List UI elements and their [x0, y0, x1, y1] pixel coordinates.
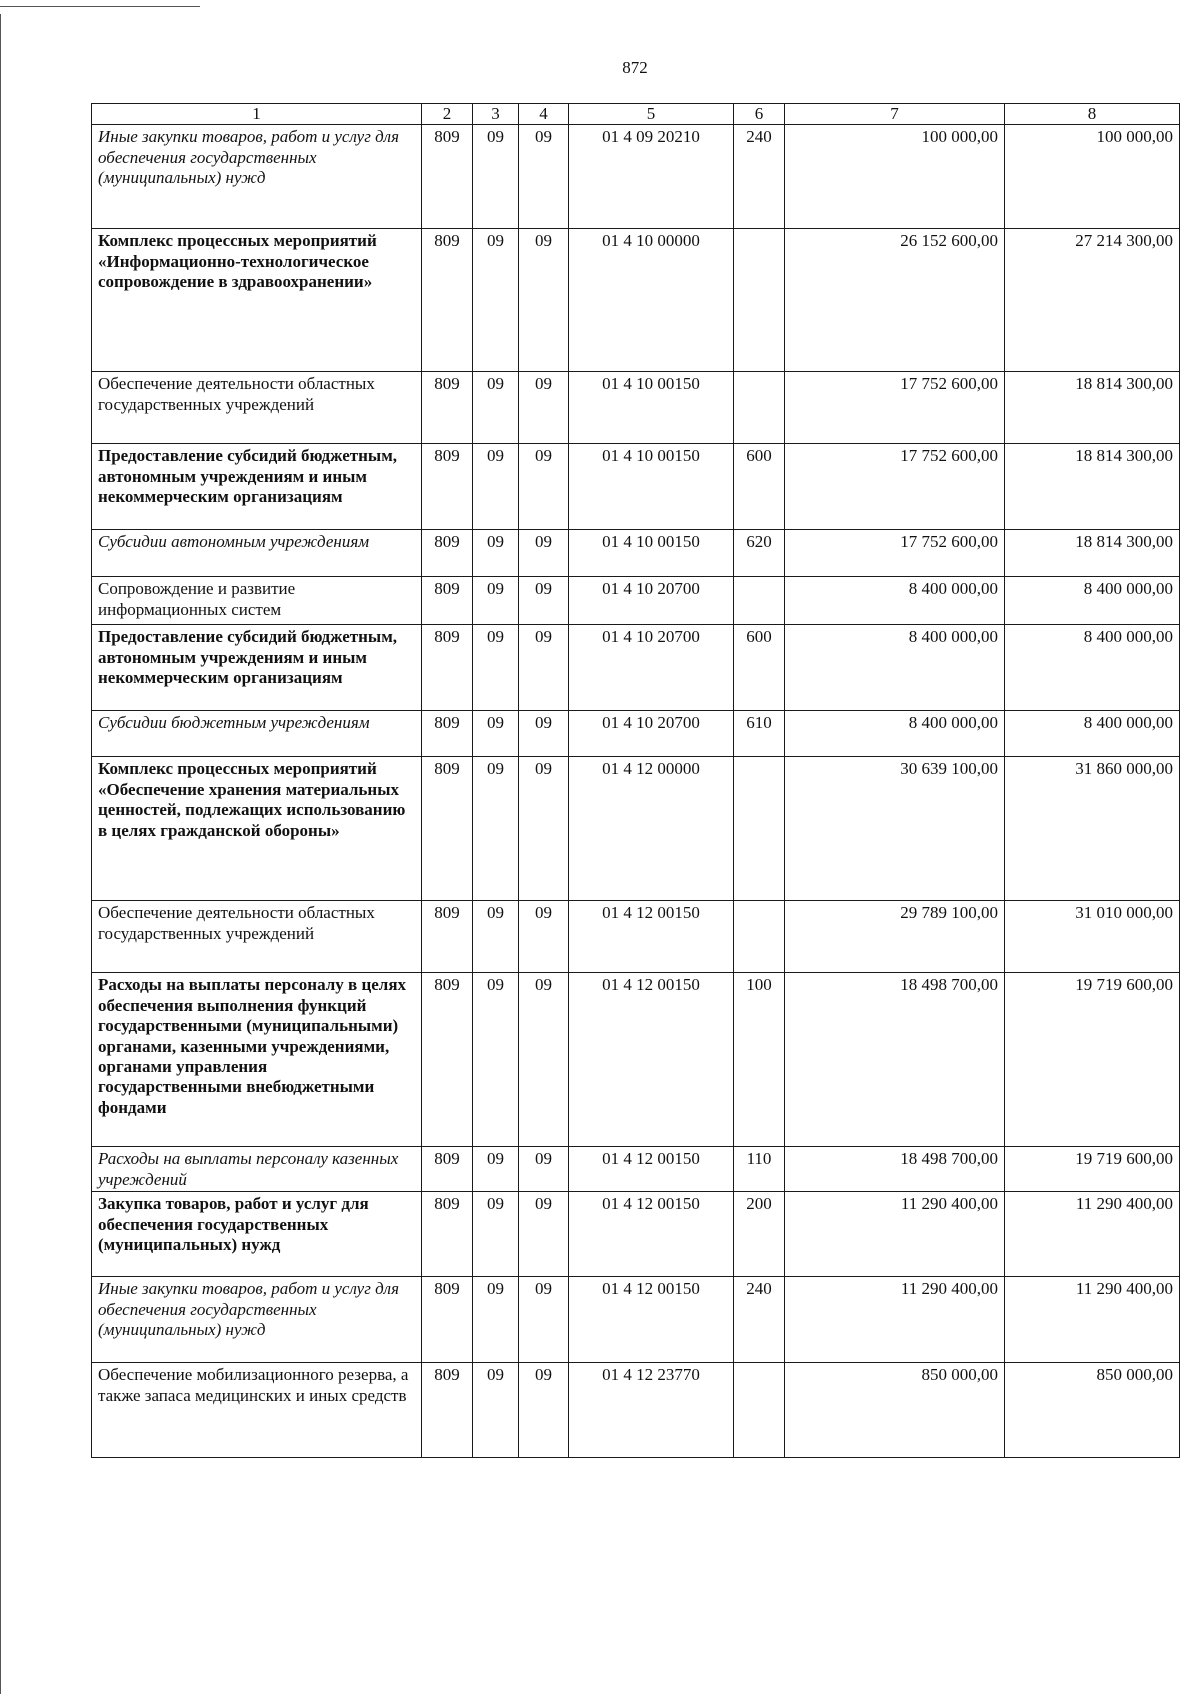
item-name-cell: Предоставление субсидий бюджетным, автономным учреждениям и иным некоммерческим организациям: [92, 625, 422, 711]
expense-type-cell: [734, 372, 785, 444]
item-name-cell: Расходы на выплаты персоналу казенных учреждений: [92, 1147, 422, 1192]
ministry-code-cell: 809: [422, 1277, 473, 1363]
section-code-cell: 09: [473, 444, 519, 530]
item-name-cell: Расходы на выплаты персоналу в целях обеспечения выполнения функций государственными (муниципальными) органами, казенными учреждениями, органами управления государственными внебюджетными фондами: [92, 973, 422, 1147]
target-article-cell: 01 4 12 00150: [569, 1192, 734, 1277]
expense-type-cell: 240: [734, 1277, 785, 1363]
target-article-cell: 01 4 12 00150: [569, 1147, 734, 1192]
item-name-cell: Субсидии автономным учреждениям: [92, 530, 422, 577]
ministry-code-cell: 809: [422, 530, 473, 577]
subsection-code-cell: 09: [519, 577, 569, 625]
item-name-cell: Иные закупки товаров, работ и услуг для обеспечения государственных (муниципальных) нужд: [92, 1277, 422, 1363]
expense-type-cell: [734, 1363, 785, 1458]
table-row: [92, 1277, 1180, 1363]
item-name-cell: Обеспечение деятельности областных государственных учреждений: [92, 901, 422, 973]
amount-year1-cell: 11 290 400,00: [785, 1277, 1005, 1363]
target-article-cell: 01 4 12 00000: [569, 757, 734, 901]
subsection-code-cell: 09: [519, 1363, 569, 1458]
amount-year1-cell: 17 752 600,00: [785, 372, 1005, 444]
expense-type-cell: [734, 757, 785, 901]
item-name-cell: Обеспечение мобилизационного резерва, а также запаса медицинских и иных средств: [92, 1363, 422, 1458]
expense-type-cell: [734, 901, 785, 973]
table-row: [92, 229, 1180, 372]
amount-year2-cell: 850 000,00: [1005, 1363, 1180, 1458]
amount-year2-cell: 31 010 000,00: [1005, 901, 1180, 973]
expense-type-cell: 110: [734, 1147, 785, 1192]
item-name-cell: Субсидии бюджетным учреждениям: [92, 711, 422, 757]
target-article-cell: 01 4 10 00000: [569, 229, 734, 372]
table-row: [92, 625, 1180, 711]
subsection-code-cell: 09: [519, 757, 569, 901]
column-number-header: 3: [473, 104, 519, 125]
expense-type-cell: 600: [734, 625, 785, 711]
amount-year2-cell: 19 719 600,00: [1005, 973, 1180, 1147]
ministry-code-cell: 809: [422, 711, 473, 757]
table-row: [92, 901, 1180, 973]
section-code-cell: 09: [473, 1363, 519, 1458]
subsection-code-cell: 09: [519, 125, 569, 229]
column-number-header: 2: [422, 104, 473, 125]
target-article-cell: 01 4 10 00150: [569, 530, 734, 577]
subsection-code-cell: 09: [519, 901, 569, 973]
expense-type-cell: 200: [734, 1192, 785, 1277]
table-row: [92, 125, 1180, 229]
amount-year2-cell: 19 719 600,00: [1005, 1147, 1180, 1192]
table-row: [92, 973, 1180, 1147]
ministry-code-cell: 809: [422, 1192, 473, 1277]
amount-year2-cell: 27 214 300,00: [1005, 229, 1180, 372]
subsection-code-cell: 09: [519, 625, 569, 711]
expense-type-cell: 240: [734, 125, 785, 229]
amount-year2-cell: 18 814 300,00: [1005, 530, 1180, 577]
column-number-header: 7: [785, 104, 1005, 125]
section-code-cell: 09: [473, 372, 519, 444]
amount-year1-cell: 18 498 700,00: [785, 973, 1005, 1147]
subsection-code-cell: 09: [519, 973, 569, 1147]
amount-year1-cell: 29 789 100,00: [785, 901, 1005, 973]
section-code-cell: 09: [473, 1192, 519, 1277]
table-row: [92, 757, 1180, 901]
item-name-cell: Комплекс процессных мероприятий «Информационно-технологическое сопровождение в здравоохранении»: [92, 229, 422, 372]
amount-year2-cell: 11 290 400,00: [1005, 1277, 1180, 1363]
item-name-cell: Закупка товаров, работ и услуг для обеспечения государственных (муниципальных) нужд: [92, 1192, 422, 1277]
item-name-cell: Предоставление субсидий бюджетным, автономным учреждениям и иным некоммерческим организациям: [92, 444, 422, 530]
target-article-cell: 01 4 10 20700: [569, 711, 734, 757]
target-article-cell: 01 4 12 00150: [569, 973, 734, 1147]
target-article-cell: 01 4 12 23770: [569, 1363, 734, 1458]
column-number-header-row: [92, 104, 1180, 125]
table-row: [92, 1363, 1180, 1458]
expense-type-cell: 100: [734, 973, 785, 1147]
page-number: 872: [622, 58, 648, 77]
section-code-cell: 09: [473, 901, 519, 973]
subsection-code-cell: 09: [519, 1147, 569, 1192]
table-row: [92, 444, 1180, 530]
target-article-cell: 01 4 10 00150: [569, 372, 734, 444]
expense-type-cell: [734, 229, 785, 372]
section-code-cell: 09: [473, 1147, 519, 1192]
item-name-cell: Комплекс процессных мероприятий «Обеспечение хранения материальных ценностей, подлежащих использованию в целях гражданской обороны»: [92, 757, 422, 901]
section-code-cell: 09: [473, 530, 519, 577]
amount-year2-cell: 100 000,00: [1005, 125, 1180, 229]
amount-year1-cell: 30 639 100,00: [785, 757, 1005, 901]
item-name-cell: Обеспечение деятельности областных государственных учреждений: [92, 372, 422, 444]
table-row: [92, 1192, 1180, 1277]
table-row: [92, 1147, 1180, 1192]
column-number-header: 1: [92, 104, 422, 125]
section-code-cell: 09: [473, 1277, 519, 1363]
budget-table: [91, 103, 1180, 1458]
target-article-cell: 01 4 10 20700: [569, 577, 734, 625]
expense-type-cell: 620: [734, 530, 785, 577]
expense-type-cell: 610: [734, 711, 785, 757]
subsection-code-cell: 09: [519, 530, 569, 577]
ministry-code-cell: 809: [422, 444, 473, 530]
column-number-header: 4: [519, 104, 569, 125]
table-row: [92, 577, 1180, 625]
subsection-code-cell: 09: [519, 711, 569, 757]
amount-year2-cell: 8 400 000,00: [1005, 711, 1180, 757]
expense-type-cell: 600: [734, 444, 785, 530]
section-code-cell: 09: [473, 757, 519, 901]
target-article-cell: 01 4 10 20700: [569, 625, 734, 711]
ministry-code-cell: 809: [422, 1147, 473, 1192]
amount-year1-cell: 100 000,00: [785, 125, 1005, 229]
subsection-code-cell: 09: [519, 1277, 569, 1363]
table-row: [92, 372, 1180, 444]
target-article-cell: 01 4 09 20210: [569, 125, 734, 229]
column-number-header: 5: [569, 104, 734, 125]
subsection-code-cell: 09: [519, 229, 569, 372]
item-name-cell: Иные закупки товаров, работ и услуг для обеспечения государственных (муниципальных) нужд: [92, 125, 422, 229]
item-name-cell: Сопровождение и развитие информационных систем: [92, 577, 422, 625]
ministry-code-cell: 809: [422, 757, 473, 901]
ministry-code-cell: 809: [422, 1363, 473, 1458]
target-article-cell: 01 4 12 00150: [569, 1277, 734, 1363]
amount-year1-cell: 17 752 600,00: [785, 444, 1005, 530]
amount-year2-cell: 8 400 000,00: [1005, 577, 1180, 625]
ministry-code-cell: 809: [422, 577, 473, 625]
column-number-header: 6: [734, 104, 785, 125]
scan-artifact-line: [0, 14, 1, 1694]
subsection-code-cell: 09: [519, 372, 569, 444]
amount-year2-cell: 18 814 300,00: [1005, 444, 1180, 530]
ministry-code-cell: 809: [422, 125, 473, 229]
ministry-code-cell: 809: [422, 372, 473, 444]
amount-year1-cell: 18 498 700,00: [785, 1147, 1005, 1192]
section-code-cell: 09: [473, 229, 519, 372]
amount-year1-cell: 26 152 600,00: [785, 229, 1005, 372]
table-row: [92, 530, 1180, 577]
target-article-cell: 01 4 12 00150: [569, 901, 734, 973]
amount-year1-cell: 8 400 000,00: [785, 711, 1005, 757]
ministry-code-cell: 809: [422, 901, 473, 973]
ministry-code-cell: 809: [422, 973, 473, 1147]
amount-year2-cell: 18 814 300,00: [1005, 372, 1180, 444]
amount-year1-cell: 8 400 000,00: [785, 577, 1005, 625]
subsection-code-cell: 09: [519, 1192, 569, 1277]
ministry-code-cell: 809: [422, 229, 473, 372]
amount-year2-cell: 31 860 000,00: [1005, 757, 1180, 901]
amount-year1-cell: 8 400 000,00: [785, 625, 1005, 711]
target-article-cell: 01 4 10 00150: [569, 444, 734, 530]
table-row: [92, 711, 1180, 757]
subsection-code-cell: 09: [519, 444, 569, 530]
section-code-cell: 09: [473, 973, 519, 1147]
amount-year2-cell: 8 400 000,00: [1005, 625, 1180, 711]
column-number-header: 8: [1005, 104, 1180, 125]
section-code-cell: 09: [473, 711, 519, 757]
amount-year1-cell: 17 752 600,00: [785, 530, 1005, 577]
section-code-cell: 09: [473, 577, 519, 625]
ministry-code-cell: 809: [422, 625, 473, 711]
expense-type-cell: [734, 577, 785, 625]
section-code-cell: 09: [473, 125, 519, 229]
scan-artifact-line: [0, 6, 200, 7]
amount-year2-cell: 11 290 400,00: [1005, 1192, 1180, 1277]
section-code-cell: 09: [473, 625, 519, 711]
amount-year1-cell: 850 000,00: [785, 1363, 1005, 1458]
amount-year1-cell: 11 290 400,00: [785, 1192, 1005, 1277]
